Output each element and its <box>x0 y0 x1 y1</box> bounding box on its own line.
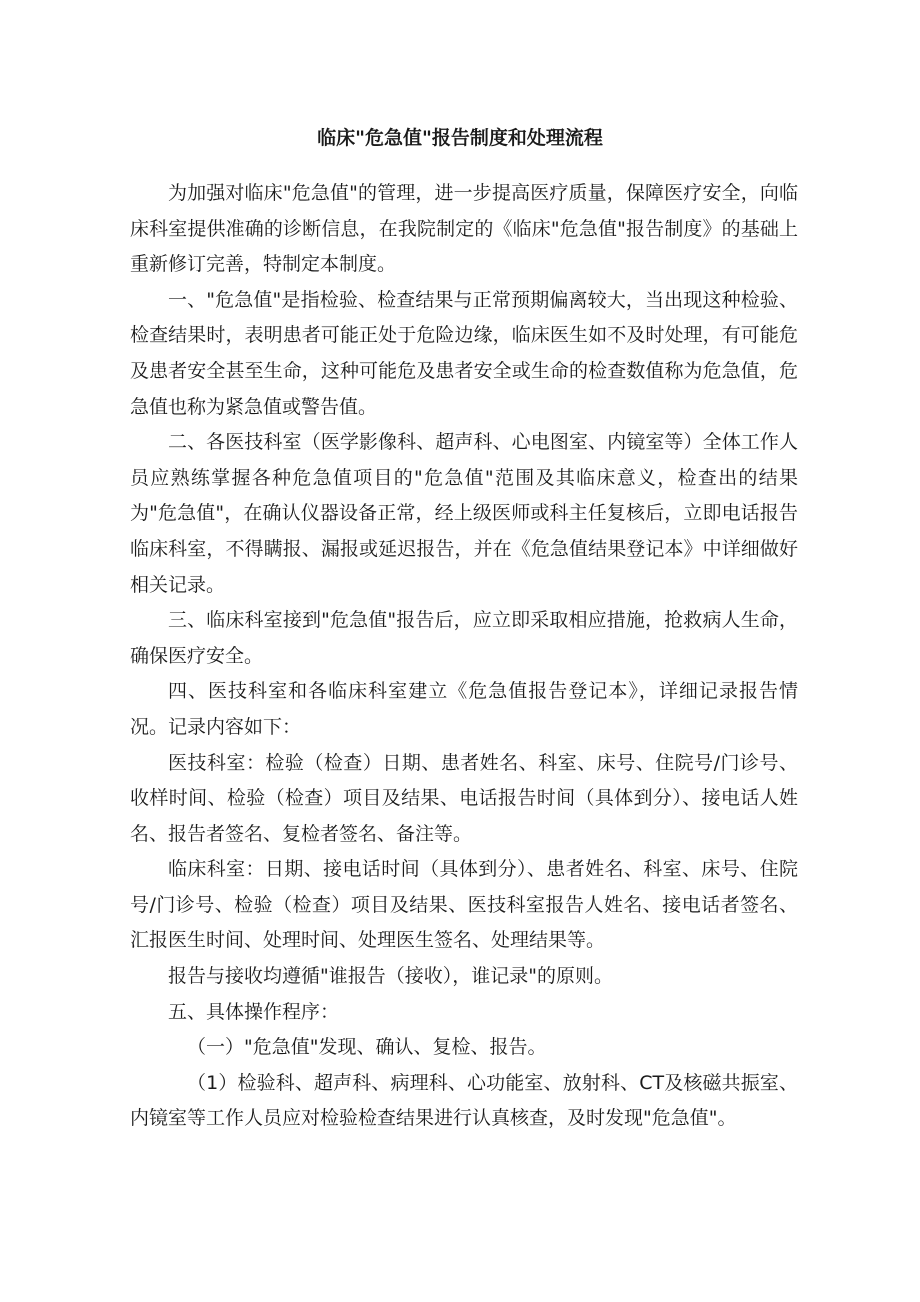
document-body <box>130 176 798 1137</box>
paragraph-medtech-record: 医技科室：检验（检查）日期、患者姓名、科室、床号、住院号/门诊号、收样时间、检验（检查）项目及结果、电话报告时间（具体到分）、接电话人姓名、报告者签名、复检者签名、备注等。 <box>130 751 798 845</box>
paragraph-procedure-step-1: （一）"危急值"发现、确认、复检、报告。 <box>187 1036 547 1059</box>
paragraph-registry: 四、医技科室和各临床科室建立《危急值报告登记本》，详细记录报告情况。记录内容如下： <box>130 680 798 738</box>
paragraph-clinical-record: 临床科室：日期、接电话时间（具体到分）、患者姓名、科室、床号、住院号/门诊号、检验（检查）项目及结果、医技科室报告人姓名、接电话者签名、汇报医生时间、处理时间、处理医生签名、处理结果等。 <box>130 858 798 952</box>
paragraph-definition: 一、"危急值"是指检验、检查结果与正常预期偏离较大，当出现这种检验、检查结果时，表明患者可能正处于危险边缘，临床医生如不及时处理，有可能危及患者安全甚至生命，这种可能危及患者安全或生命的检查数值称为危急值，危急值也称为紧急值或警告值。 <box>130 288 798 418</box>
paragraph-procedure-heading: 五、具体操作程序： <box>168 1000 340 1023</box>
paragraph-procedure-item-1: （1）检验科、超声科、病理科、心功能室、放射科、CT及核磁共振室、内镜室等工作人员应对检验检查结果进行认真核查，及时发现"危急值"。 <box>130 1071 798 1130</box>
paragraph-clinical-response: 三、临床科室接到"危急值"报告后，应立即采取相应措施，抢救病人生命，确保医疗安全。 <box>130 609 798 667</box>
paragraph-medtech-duty: 二、各医技科室（医学影像科、超声科、心电图室、内镜室等）全体工作人员应熟练掌握各种危急值项目的"危急值"范围及其临床意义，检查出的结果为"危急值"，在确认仪器设备正常，经上级医师或科主任复核后，立即电话报告临床科室，不得瞒报、漏报或延迟报告，并在《危急值结果登记本》中详细做好相关记录。 <box>130 431 798 596</box>
paragraph-intro: 为加强对临床"危急值"的管理，进一步提高医疗质量，保障医疗安全，向临床科室提供准确的诊断信息，在我院制定的《临床"危急值"报告制度》的基础上重新修订完善，特制定本制度。 <box>130 182 798 276</box>
document-title: 临床"危急值"报告制度和处理流程 <box>317 127 603 149</box>
paragraph-principle: 报告与接收均遵循"谁报告（接收），谁记录"的原则。 <box>168 965 613 988</box>
